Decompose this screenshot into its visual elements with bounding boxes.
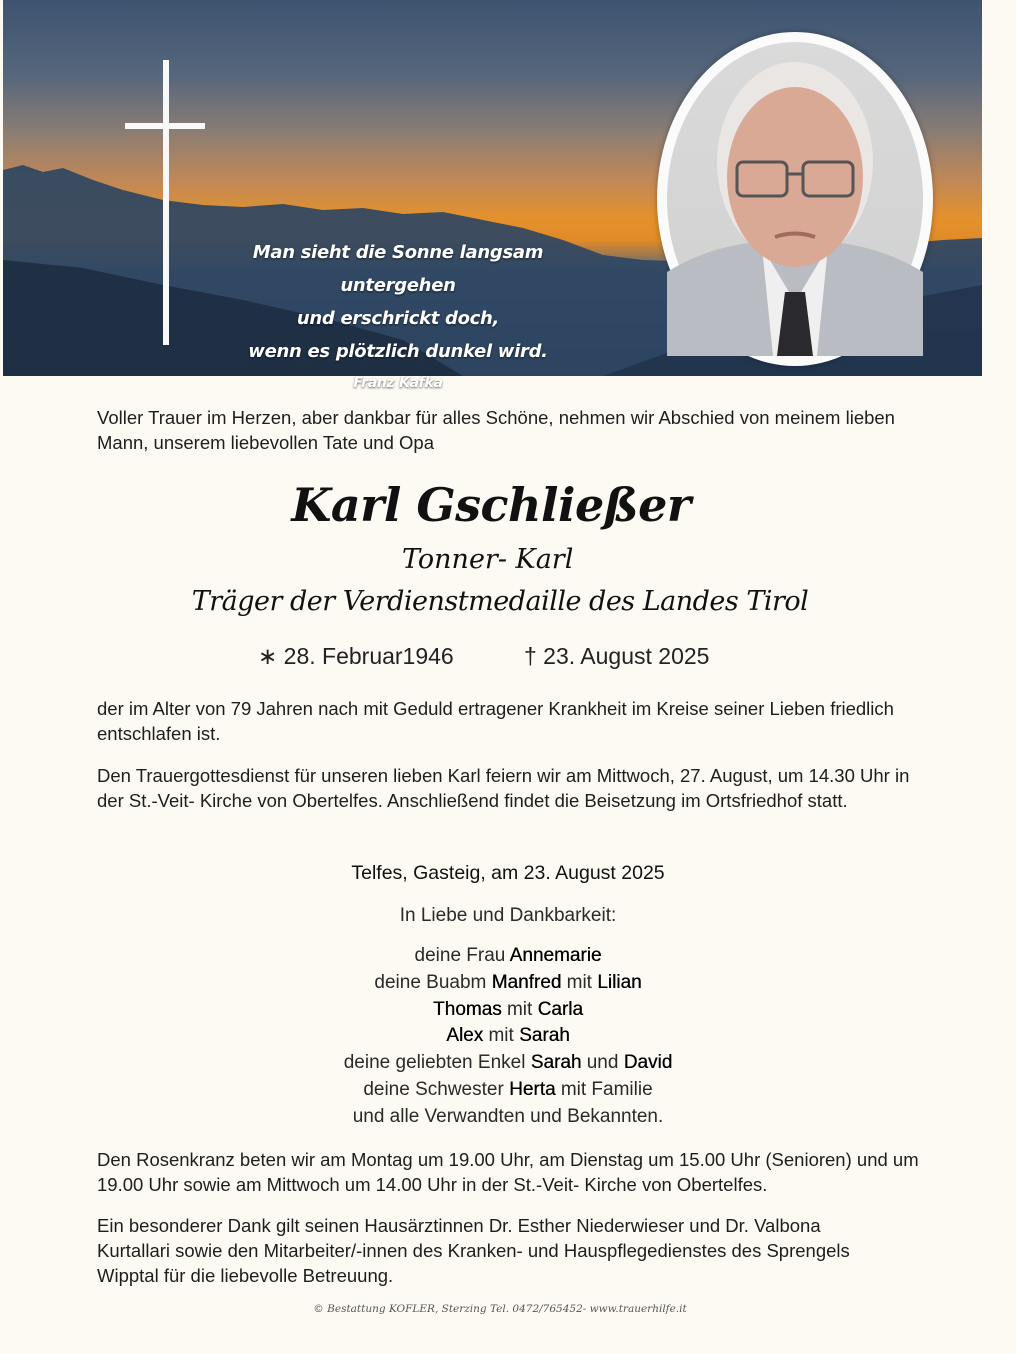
mourner-name: David: [623, 1052, 673, 1074]
rosary-text: Den Rosenkranz beten wir am Montag um 19.00 Uhr, am Dienstag um 15.00 Uhr (Senioren) und um 19.00 Uhr sowie am Mittwoch um 14.00 Uhr in der St.-Veit- Kirche von Obertelfes.: [97, 1149, 919, 1195]
quote-author: Franz Kafka: [353, 375, 443, 391]
portrait-frame: [657, 32, 933, 366]
intro-text: Voller Trauer im Herzen, aber dankbar für alles Schöne, nehmen wir Abschied von meinem lieben Mann, unserem liebevollen Tate und Opa: [97, 407, 895, 453]
mourner-name: Alex: [446, 1025, 484, 1047]
quote-line: und erschrickt doch,: [296, 308, 500, 329]
deceased-honor: Träger der Verdienstmedaille des Landes Tirol: [191, 586, 809, 617]
mourners-list: [0, 943, 1016, 1131]
service-text: Den Trauergottesdienst für unseren lieben Karl feiern wir am Mittwoch, 27. August, um 14.30 Uhr in der St.-Veit- Kirche von Obertelfes. Anschließend findet die Beisetzung im Ortsfriedhof statt.: [97, 765, 910, 811]
cross-icon: [163, 60, 169, 345]
footer-credit: © Bestattung KOFLER, Sterzing Tel. 0472/765452- www.trauerhilfe.it: [313, 1303, 687, 1315]
mourner-line: [0, 943, 1016, 970]
cross-icon-bar: [125, 123, 205, 129]
deceased-nickname: Tonner- Karl: [402, 544, 574, 575]
mourner-relation: mit: [483, 1025, 520, 1047]
mourner-relation: mit: [561, 971, 598, 993]
mourner-name: Lilian: [597, 971, 642, 993]
passing-text: der im Alter von 79 Jahren nach mit Geduld ertragener Krankheit im Kreise seiner Lieben friedlich entschlafen ist.: [97, 698, 894, 744]
mourner-name: Sarah: [530, 1052, 582, 1074]
mourner-relation: mit: [501, 998, 538, 1020]
thanks-text: Ein besonderer Dank gilt seinen Hausärztinnen Dr. Esther Niederwieser und Dr. Valbona Kurtallari sowie den Mitarbeiter/-innen des Kranken- und Hauspflegedienstes des Sprengels Wipptal für die liebevolle Betreuung.: [97, 1215, 850, 1286]
mourner-relation: deine Schwester: [363, 1078, 510, 1100]
place-date: Telfes, Gasteig, am 23. August 2025: [351, 862, 665, 884]
mourner-relation: deine geliebten Enkel: [343, 1052, 531, 1074]
mourner-name: Manfred: [491, 971, 562, 993]
deceased-name: Karl Gschließer: [291, 478, 691, 532]
portrait-photo: [667, 42, 923, 356]
mourner-name: Thomas: [433, 998, 502, 1020]
mourner-name: Carla: [537, 998, 583, 1020]
portrait-person-icon: [667, 42, 923, 356]
mourner-line: [0, 970, 1016, 997]
birth-date: ∗ 28. Februar1946: [258, 643, 454, 669]
death-date: † 23. August 2025: [524, 643, 710, 669]
mourner-relation: und: [581, 1052, 624, 1074]
mourner-name: Annemarie: [509, 945, 602, 966]
quote: [193, 236, 603, 398]
quote-line: Man sieht die Sonne langsam untergehen: [252, 242, 544, 296]
mourner-line: [0, 1050, 1016, 1077]
mourner-relation: deine Frau: [414, 945, 510, 966]
closing-line: In Liebe und Dankbarkeit:: [399, 905, 617, 926]
mourner-line: [0, 997, 1016, 1024]
quote-line: wenn es plötzlich dunkel wird.: [248, 341, 548, 362]
mourner-relation: und alle Verwandten und Bekannten.: [352, 1105, 664, 1127]
mourner-line: [0, 1104, 1016, 1131]
mourner-name: Sarah: [519, 1025, 570, 1047]
mourner-line: [0, 1077, 1016, 1104]
mourner-name: Herta: [509, 1078, 556, 1100]
mourner-line: [0, 1023, 1016, 1050]
mourner-relation: deine Buabm: [374, 971, 492, 993]
mourner-relation: mit Familie: [555, 1078, 653, 1100]
